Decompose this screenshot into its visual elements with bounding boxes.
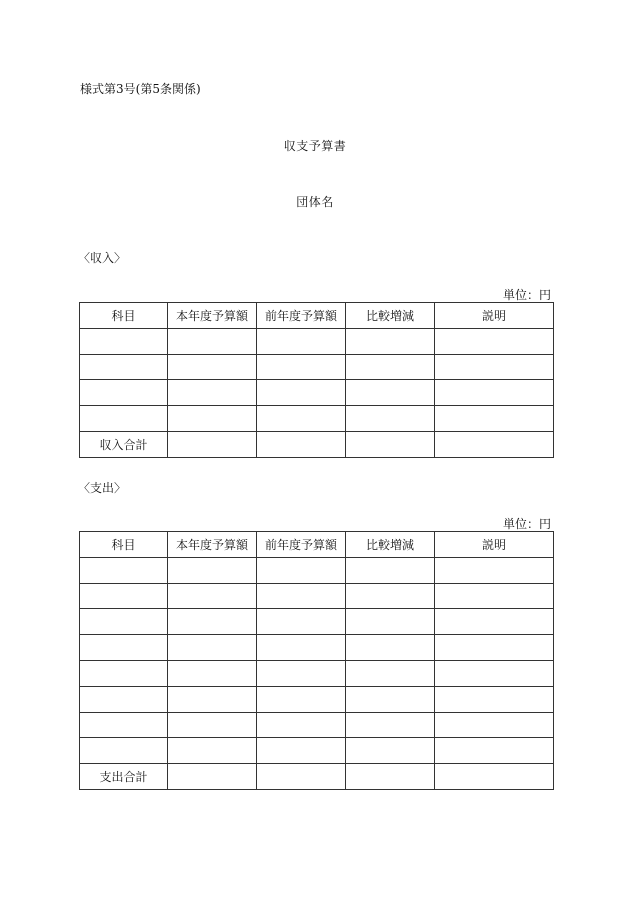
income-total-row bbox=[80, 431, 554, 457]
table-cell[interactable] bbox=[80, 635, 168, 661]
table-row bbox=[80, 328, 554, 354]
table-cell[interactable] bbox=[435, 686, 554, 712]
income-total-label: 収入合計 bbox=[80, 431, 168, 457]
table-cell[interactable] bbox=[168, 635, 257, 661]
table-cell[interactable] bbox=[435, 557, 554, 583]
table-cell[interactable] bbox=[435, 609, 554, 635]
table-cell[interactable] bbox=[80, 354, 168, 380]
table-cell[interactable] bbox=[346, 764, 435, 790]
table-cell[interactable] bbox=[257, 557, 346, 583]
expense-header-row bbox=[80, 532, 554, 558]
table-cell[interactable] bbox=[257, 635, 346, 661]
expense-total-row bbox=[80, 764, 554, 790]
table-cell[interactable] bbox=[168, 609, 257, 635]
table-row bbox=[80, 406, 554, 432]
expense-total-label: 支出合計 bbox=[80, 764, 168, 790]
expense-col-current-budget: 本年度予算額 bbox=[168, 532, 257, 558]
table-cell[interactable] bbox=[435, 712, 554, 738]
table-cell[interactable] bbox=[346, 328, 435, 354]
table-cell[interactable] bbox=[80, 660, 168, 686]
table-cell[interactable] bbox=[435, 660, 554, 686]
income-col-previous-budget: 前年度予算額 bbox=[257, 303, 346, 329]
table-cell[interactable] bbox=[346, 380, 435, 406]
table-row bbox=[80, 380, 554, 406]
table-cell[interactable] bbox=[168, 712, 257, 738]
table-cell[interactable] bbox=[346, 354, 435, 380]
table-row bbox=[80, 583, 554, 609]
income-unit-label: 単位：円 bbox=[502, 288, 551, 302]
table-cell[interactable] bbox=[168, 764, 257, 790]
expense-col-difference: 比較増減 bbox=[346, 532, 435, 558]
table-cell[interactable] bbox=[80, 712, 168, 738]
document-title: 収支予算書 bbox=[283, 139, 347, 153]
table-cell[interactable] bbox=[168, 660, 257, 686]
table-cell[interactable] bbox=[435, 354, 554, 380]
table-cell[interactable] bbox=[257, 609, 346, 635]
table-cell[interactable] bbox=[257, 431, 346, 457]
table-cell[interactable] bbox=[168, 380, 257, 406]
table-cell[interactable] bbox=[346, 712, 435, 738]
income-table bbox=[79, 302, 554, 458]
table-cell[interactable] bbox=[346, 431, 435, 457]
table-cell[interactable] bbox=[168, 557, 257, 583]
table-cell[interactable] bbox=[80, 557, 168, 583]
table-cell[interactable] bbox=[346, 557, 435, 583]
table-cell[interactable] bbox=[257, 712, 346, 738]
table-cell[interactable] bbox=[168, 583, 257, 609]
table-cell[interactable] bbox=[257, 354, 346, 380]
income-col-description: 説明 bbox=[435, 303, 554, 329]
table-cell[interactable] bbox=[80, 328, 168, 354]
table-cell[interactable] bbox=[80, 380, 168, 406]
expense-col-subject: 科目 bbox=[80, 532, 168, 558]
table-cell[interactable] bbox=[80, 583, 168, 609]
table-cell[interactable] bbox=[257, 660, 346, 686]
organization-name-label: 団体名 bbox=[296, 195, 334, 209]
income-section-heading: 〈収入〉 bbox=[78, 251, 127, 265]
income-col-subject: 科目 bbox=[80, 303, 168, 329]
table-cell[interactable] bbox=[435, 406, 554, 432]
table-cell[interactable] bbox=[346, 686, 435, 712]
expense-table bbox=[79, 531, 554, 790]
table-cell[interactable] bbox=[435, 635, 554, 661]
table-row bbox=[80, 557, 554, 583]
table-cell[interactable] bbox=[346, 406, 435, 432]
table-cell[interactable] bbox=[80, 686, 168, 712]
table-cell[interactable] bbox=[257, 686, 346, 712]
table-cell[interactable] bbox=[257, 328, 346, 354]
table-row bbox=[80, 738, 554, 764]
table-cell[interactable] bbox=[168, 431, 257, 457]
expense-section-heading: 〈支出〉 bbox=[78, 481, 127, 495]
table-row bbox=[80, 686, 554, 712]
income-col-current-budget: 本年度予算額 bbox=[168, 303, 257, 329]
form-number: 様式第3号(第5条関係) bbox=[80, 82, 201, 96]
table-cell[interactable] bbox=[346, 583, 435, 609]
table-cell[interactable] bbox=[435, 583, 554, 609]
table-cell[interactable] bbox=[346, 660, 435, 686]
table-cell[interactable] bbox=[346, 609, 435, 635]
income-header-row bbox=[80, 303, 554, 329]
table-cell[interactable] bbox=[168, 738, 257, 764]
table-cell[interactable] bbox=[346, 635, 435, 661]
table-cell[interactable] bbox=[257, 738, 346, 764]
table-cell[interactable] bbox=[257, 764, 346, 790]
table-row bbox=[80, 635, 554, 661]
table-cell[interactable] bbox=[168, 354, 257, 380]
table-cell[interactable] bbox=[257, 583, 346, 609]
table-cell[interactable] bbox=[257, 406, 346, 432]
table-row bbox=[80, 660, 554, 686]
table-cell[interactable] bbox=[80, 609, 168, 635]
table-cell[interactable] bbox=[80, 738, 168, 764]
table-cell[interactable] bbox=[257, 380, 346, 406]
table-cell[interactable] bbox=[168, 328, 257, 354]
table-cell[interactable] bbox=[80, 406, 168, 432]
table-cell[interactable] bbox=[435, 431, 554, 457]
expense-col-description: 説明 bbox=[435, 532, 554, 558]
table-row bbox=[80, 354, 554, 380]
income-col-difference: 比較増減 bbox=[346, 303, 435, 329]
table-cell[interactable] bbox=[346, 738, 435, 764]
table-cell[interactable] bbox=[435, 380, 554, 406]
table-cell[interactable] bbox=[435, 764, 554, 790]
table-cell[interactable] bbox=[435, 738, 554, 764]
table-cell[interactable] bbox=[435, 328, 554, 354]
table-cell[interactable] bbox=[168, 406, 257, 432]
table-cell[interactable] bbox=[168, 686, 257, 712]
table-row bbox=[80, 712, 554, 738]
table-row bbox=[80, 609, 554, 635]
expense-unit-label: 単位：円 bbox=[502, 517, 551, 531]
expense-col-previous-budget: 前年度予算額 bbox=[257, 532, 346, 558]
